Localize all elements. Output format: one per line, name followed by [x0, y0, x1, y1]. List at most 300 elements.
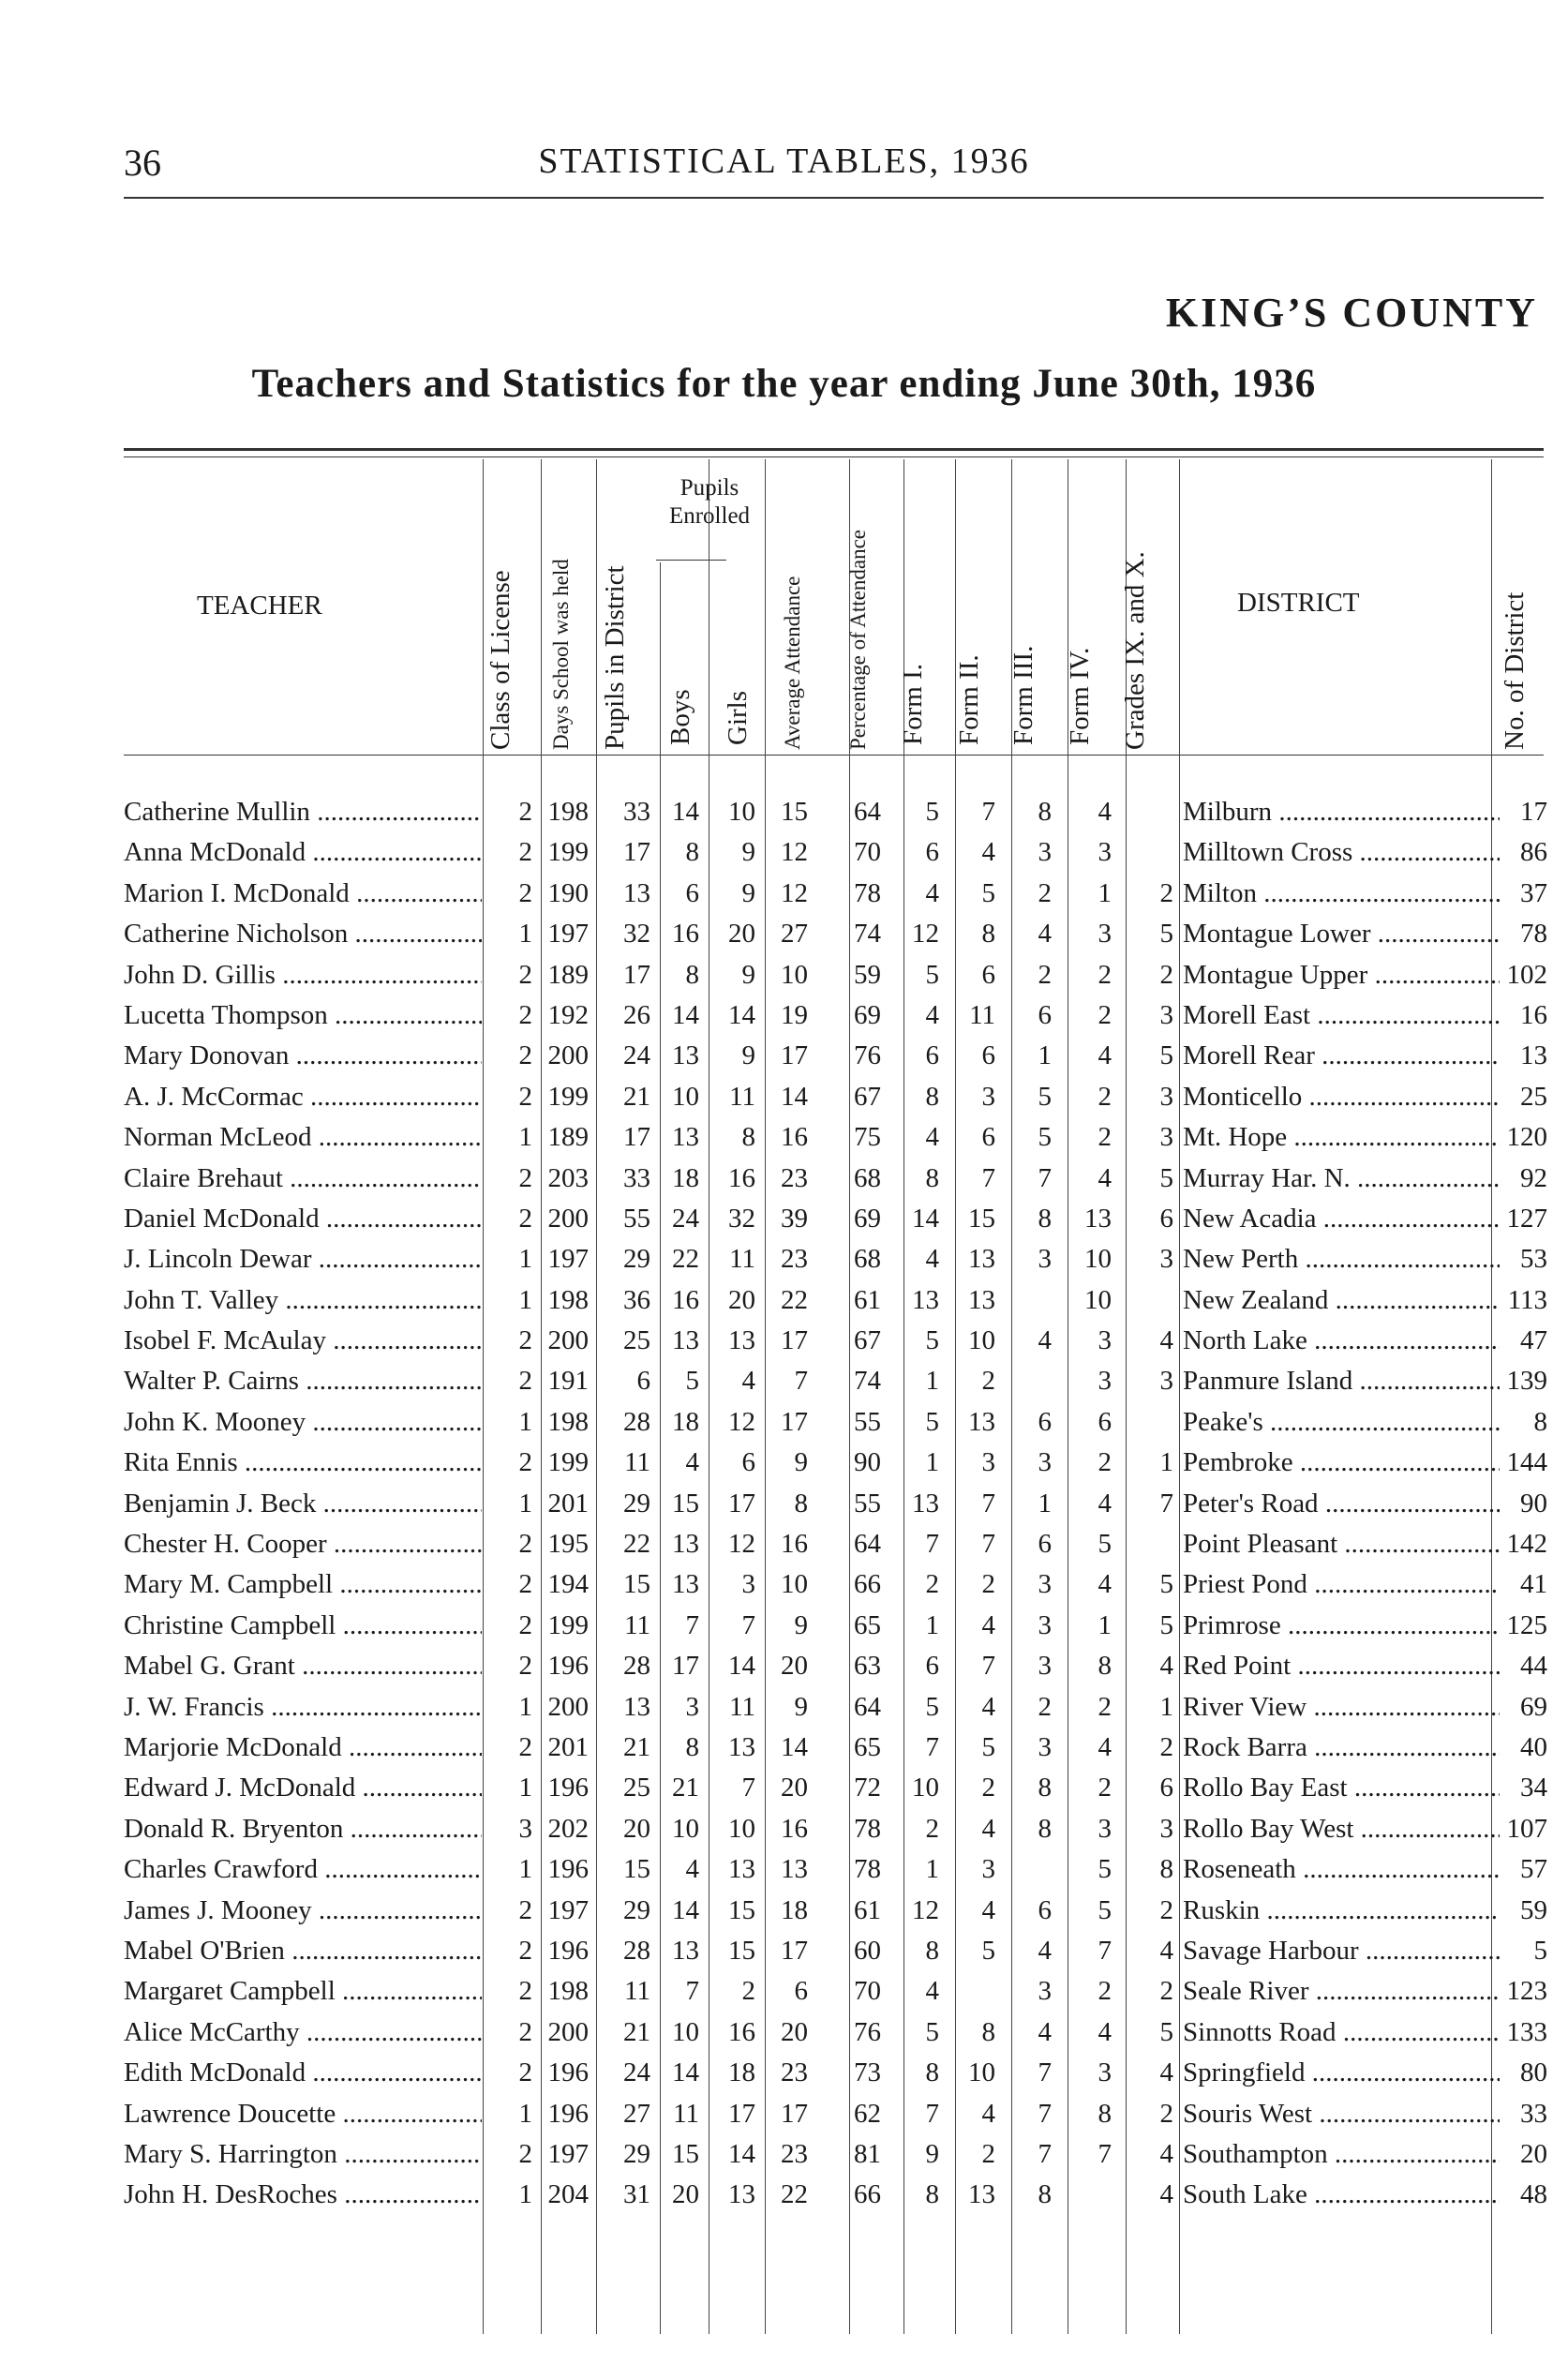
cell-teacher: J. W. Francis ..... [124, 1687, 482, 1728]
col-header-days-school-held: Days School was held [549, 559, 573, 750]
cell-pupils-in-district: 29 [623, 1488, 650, 1519]
cell-class-of-license: 1 [518, 919, 532, 950]
cell-percentage-attendance: 67 [854, 1325, 881, 1356]
cell-days-held: 201 [547, 1731, 589, 1762]
col-header-district: DISTRICT [1237, 588, 1360, 618]
table-row [0, 1443, 1568, 1483]
cell-days-held: 203 [547, 1162, 589, 1193]
cell-average-attendance: 9 [794, 1691, 808, 1722]
cell-class-of-license: 2 [518, 1447, 532, 1478]
cell-form-4: 4 [1098, 1040, 1112, 1071]
page-header [0, 141, 1568, 197]
cell-boys: 13 [672, 1569, 699, 1600]
cell-form-3: 6 [1038, 999, 1052, 1030]
cell-form-3: 1 [1038, 1040, 1052, 1071]
cell-district: Red Point ..... [1183, 1646, 1500, 1686]
cell-days-held: 189 [547, 959, 589, 990]
cell-percentage-attendance: 63 [854, 1651, 881, 1682]
cell-form-3: 3 [1038, 1976, 1052, 2007]
cell-pupils-in-district: 24 [623, 1040, 650, 1071]
cell-form-4: 5 [1098, 1894, 1112, 1925]
cell-form-3: 7 [1038, 2098, 1052, 2129]
cell-percentage-attendance: 65 [854, 1731, 881, 1762]
cell-grades-9-10: 4 [1159, 2138, 1173, 2169]
cell-district: Rollo Bay East ..... [1183, 1768, 1500, 1808]
cell-form-2: 6 [981, 1040, 995, 1071]
cell-form-3: 3 [1038, 1731, 1052, 1762]
table-row [0, 2175, 1568, 2215]
cell-average-attendance: 17 [781, 2098, 808, 2129]
cell-district-number: 34 [1520, 1773, 1547, 1803]
cell-form-3: 8 [1038, 1773, 1052, 1803]
cell-pupils-in-district: 33 [623, 1162, 650, 1193]
table-row [0, 1199, 1568, 1239]
cell-district-number: 41 [1520, 1569, 1547, 1600]
cell-form-2: 5 [981, 877, 995, 908]
cell-pupils-in-district: 29 [623, 1894, 650, 1925]
cell-form-2: 13 [968, 2179, 995, 2210]
cell-pupils-in-district: 17 [623, 1122, 650, 1153]
cell-percentage-attendance: 55 [854, 1406, 881, 1437]
cell-days-held: 198 [547, 797, 589, 827]
cell-percentage-attendance: 66 [854, 2179, 881, 2210]
cell-pupils-in-district: 26 [623, 999, 650, 1030]
cell-form-3: 8 [1038, 1203, 1052, 1234]
cell-district: Panmure Island ..... [1183, 1361, 1500, 1401]
cell-form-1: 5 [925, 1325, 939, 1356]
cell-pupils-in-district: 13 [623, 1691, 650, 1722]
cell-girls: 16 [728, 1162, 755, 1193]
cell-class-of-license: 1 [518, 1122, 532, 1153]
cell-form-3: 8 [1038, 797, 1052, 827]
cell-average-attendance: 17 [781, 1325, 808, 1356]
cell-pupils-in-district: 55 [623, 1203, 650, 1234]
cell-average-attendance: 6 [794, 1976, 808, 2007]
cell-form-1: 5 [925, 797, 939, 827]
cell-average-attendance: 16 [781, 1813, 808, 1844]
cell-average-attendance: 8 [794, 1488, 808, 1519]
col-header-form-3: Form III. [1008, 645, 1038, 745]
header-bottom-rule [124, 755, 1544, 756]
cell-girls: 9 [741, 837, 755, 868]
cell-teacher: Mary S. Harrington ..... [124, 2134, 482, 2175]
cell-average-attendance: 16 [781, 1529, 808, 1560]
cell-average-attendance: 23 [781, 2138, 808, 2169]
cell-form-3: 2 [1038, 877, 1052, 908]
cell-district-number: 17 [1520, 797, 1547, 827]
cell-girls: 9 [741, 1040, 755, 1071]
cell-form-2: 5 [981, 1731, 995, 1762]
col-header-average-attendance: Average Attendance [781, 576, 804, 750]
cell-form-4: 2 [1098, 1773, 1112, 1803]
cell-boys: 8 [685, 837, 699, 868]
cell-grades-9-10: 5 [1159, 2016, 1173, 2047]
cell-teacher: Marion I. McDonald ..... [124, 874, 482, 914]
table-row [0, 1728, 1568, 1768]
cell-class-of-license: 2 [518, 1651, 532, 1682]
table-row [0, 1402, 1568, 1443]
cell-average-attendance: 9 [794, 1447, 808, 1478]
cell-form-4: 7 [1098, 2138, 1112, 2169]
cell-average-attendance: 23 [781, 1162, 808, 1193]
cell-form-1: 2 [925, 1813, 939, 1844]
table-row [0, 1524, 1568, 1564]
cell-boys: 14 [672, 797, 699, 827]
cell-percentage-attendance: 75 [854, 1122, 881, 1153]
cell-grades-9-10: 4 [1159, 1325, 1173, 1356]
cell-class-of-license: 1 [518, 1406, 532, 1437]
cell-grades-9-10: 5 [1159, 1609, 1173, 1640]
cell-form-4: 4 [1098, 797, 1112, 827]
cell-pupils-in-district: 29 [623, 2138, 650, 2169]
cell-form-3: 6 [1038, 1894, 1052, 1925]
cell-form-2: 10 [968, 1325, 995, 1356]
cell-form-4: 2 [1098, 1081, 1112, 1112]
cell-percentage-attendance: 68 [854, 1244, 881, 1275]
cell-grades-9-10: 2 [1159, 2098, 1173, 2129]
table-row [0, 1280, 1568, 1321]
cell-grades-9-10: 2 [1159, 959, 1173, 990]
cell-teacher: James J. Mooney ..... [124, 1891, 482, 1931]
cell-percentage-attendance: 60 [854, 1935, 881, 1966]
cell-pupils-in-district: 31 [623, 2179, 650, 2210]
cell-girls: 4 [741, 1366, 755, 1397]
table-row [0, 1361, 1568, 1401]
cell-form-2: 11 [969, 999, 995, 1030]
cell-percentage-attendance: 64 [854, 797, 881, 827]
cell-form-2: 4 [981, 837, 995, 868]
cell-percentage-attendance: 76 [854, 1040, 881, 1071]
cell-form-4: 3 [1098, 919, 1112, 950]
cell-form-3: 6 [1038, 1406, 1052, 1437]
cell-class-of-license: 1 [518, 1488, 532, 1519]
cell-form-1: 14 [912, 1203, 939, 1234]
cell-days-held: 196 [547, 1935, 589, 1966]
cell-form-1: 12 [912, 1894, 939, 1925]
cell-average-attendance: 14 [781, 1731, 808, 1762]
cell-girls: 32 [728, 1203, 755, 1234]
cell-district: Peter's Road ..... [1183, 1484, 1500, 1524]
cell-form-1: 8 [925, 2179, 939, 2210]
cell-days-held: 196 [547, 1773, 589, 1803]
cell-days-held: 198 [547, 1976, 589, 2007]
cell-boys: 13 [672, 1529, 699, 1560]
cell-pupils-in-district: 32 [623, 919, 650, 950]
cell-days-held: 197 [547, 919, 589, 950]
cell-percentage-attendance: 72 [854, 1773, 881, 1803]
cell-girls: 20 [728, 1284, 755, 1315]
table-row [0, 995, 1568, 1036]
col-header-form-2: Form II. [954, 654, 984, 745]
cell-form-2: 13 [968, 1244, 995, 1275]
cell-girls: 15 [728, 1935, 755, 1966]
cell-district-number: 57 [1520, 1854, 1547, 1885]
cell-district: South Lake ..... [1183, 2175, 1500, 2215]
col-header-girls: Girls [723, 691, 753, 745]
cell-class-of-license: 2 [518, 2016, 532, 2047]
cell-boys: 14 [672, 2057, 699, 2088]
cell-form-3: 3 [1038, 837, 1052, 868]
cell-form-1: 5 [925, 1691, 939, 1722]
cell-form-2: 6 [981, 959, 995, 990]
cell-form-4: 4 [1098, 1569, 1112, 1600]
cell-boys: 24 [672, 1203, 699, 1234]
cell-average-attendance: 23 [781, 2057, 808, 2088]
cell-girls: 3 [741, 1569, 755, 1600]
cell-boys: 18 [672, 1406, 699, 1437]
cell-pupils-in-district: 17 [623, 837, 650, 868]
cell-teacher: Lucetta Thompson ..... [124, 995, 482, 1036]
cell-teacher: Daniel McDonald ..... [124, 1199, 482, 1239]
cell-form-1: 7 [925, 2098, 939, 2129]
cell-days-held: 195 [547, 1529, 589, 1560]
cell-pupils-in-district: 25 [623, 1325, 650, 1356]
cell-class-of-license: 2 [518, 1894, 532, 1925]
table-row [0, 1849, 1568, 1890]
cell-district: Rollo Bay West ..... [1183, 1809, 1500, 1849]
cell-days-held: 202 [547, 1813, 589, 1844]
cell-average-attendance: 7 [794, 1366, 808, 1397]
col-header-form-1: Form I. [898, 664, 928, 745]
cell-form-1: 1 [925, 1366, 939, 1397]
cell-district-number: 44 [1520, 1651, 1547, 1682]
cell-form-4: 2 [1098, 999, 1112, 1030]
cell-class-of-license: 1 [518, 1244, 532, 1275]
cell-district-number: 125 [1506, 1609, 1547, 1640]
cell-form-1: 8 [925, 1935, 939, 1966]
cell-boys: 13 [672, 1325, 699, 1356]
col-header-pupils-enrolled: Pupils Enrolled [668, 475, 751, 529]
cell-percentage-attendance: 61 [854, 1284, 881, 1315]
cell-class-of-license: 1 [518, 1691, 532, 1722]
cell-pupils-in-district: 11 [624, 1976, 650, 2007]
table-row [0, 1036, 1568, 1076]
cell-class-of-license: 2 [518, 999, 532, 1030]
table-top-rule [124, 448, 1544, 451]
cell-grades-9-10: 5 [1159, 1569, 1173, 1600]
cell-form-1: 4 [925, 877, 939, 908]
cell-boys: 16 [672, 919, 699, 950]
cell-girls: 17 [728, 2098, 755, 2129]
cell-percentage-attendance: 76 [854, 2016, 881, 2047]
table-top-rule-thin [124, 456, 1544, 457]
cell-grades-9-10: 3 [1159, 1081, 1173, 1112]
cell-teacher: Donald R. Bryenton ..... [124, 1809, 482, 1849]
cell-district-number: 16 [1520, 999, 1547, 1030]
cell-class-of-license: 1 [518, 1773, 532, 1803]
cell-form-4: 3 [1098, 2057, 1112, 2088]
cell-average-attendance: 39 [781, 1203, 808, 1234]
cell-district: Milltown Cross ..... [1183, 832, 1500, 873]
cell-district: Montague Lower ..... [1183, 914, 1500, 954]
cell-district-number: 25 [1520, 1081, 1547, 1112]
cell-pupils-in-district: 28 [623, 1935, 650, 1966]
cell-average-attendance: 14 [781, 1081, 808, 1112]
cell-grades-9-10: 3 [1159, 1244, 1173, 1275]
table-row [0, 2134, 1568, 2175]
cell-district: Sinnotts Road ..... [1183, 2012, 1500, 2053]
cell-teacher: Catherine Nicholson ..... [124, 914, 482, 954]
cell-form-1: 4 [925, 1244, 939, 1275]
cell-average-attendance: 15 [781, 797, 808, 827]
cell-girls: 13 [728, 1325, 755, 1356]
cell-grades-9-10: 3 [1159, 1366, 1173, 1397]
cell-boys: 16 [672, 1284, 699, 1315]
cell-form-3: 3 [1038, 1609, 1052, 1640]
cell-days-held: 196 [547, 1651, 589, 1682]
cell-form-3: 2 [1038, 1691, 1052, 1722]
cell-form-1: 5 [925, 1406, 939, 1437]
cell-pupils-in-district: 24 [623, 2057, 650, 2088]
cell-boys: 10 [672, 1813, 699, 1844]
cell-form-4: 1 [1098, 1609, 1112, 1640]
cell-form-2: 2 [981, 1569, 995, 1600]
cell-pupils-in-district: 27 [623, 2098, 650, 2129]
cell-boys: 4 [685, 1854, 699, 1885]
cell-boys: 3 [685, 1691, 699, 1722]
cell-district-number: 13 [1520, 1040, 1547, 1071]
cell-form-1: 6 [925, 837, 939, 868]
cell-form-2: 2 [981, 1366, 995, 1397]
cell-class-of-license: 2 [518, 837, 532, 868]
cell-form-2: 5 [981, 1935, 995, 1966]
cell-grades-9-10: 2 [1159, 877, 1173, 908]
table-row [0, 1564, 1568, 1605]
table-row [0, 1931, 1568, 1971]
cell-form-3: 4 [1038, 2016, 1052, 2047]
col-header-teacher: TEACHER [197, 591, 322, 621]
cell-form-3: 4 [1038, 1935, 1052, 1966]
cell-district-number: 142 [1506, 1529, 1547, 1560]
cell-teacher: John D. Gillis ..... [124, 955, 482, 995]
cell-teacher: Chester H. Cooper ..... [124, 1524, 482, 1564]
cell-days-held: 199 [547, 1609, 589, 1640]
cell-girls: 11 [729, 1244, 755, 1275]
cell-percentage-attendance: 69 [854, 999, 881, 1030]
cell-average-attendance: 18 [781, 1894, 808, 1925]
cell-district-number: 47 [1520, 1325, 1547, 1356]
cell-boys: 4 [685, 1447, 699, 1478]
cell-district: Milburn ..... [1183, 792, 1500, 832]
cell-form-4: 5 [1098, 1529, 1112, 1560]
cell-boys: 15 [672, 1488, 699, 1519]
table-row [0, 1687, 1568, 1728]
cell-teacher: Christine Campbell ..... [124, 1606, 482, 1646]
cell-days-held: 196 [547, 1854, 589, 1885]
cell-district: Pembroke ..... [1183, 1443, 1500, 1483]
cell-form-1: 1 [925, 1609, 939, 1640]
cell-district: Ruskin ..... [1183, 1891, 1500, 1931]
cell-average-attendance: 19 [781, 999, 808, 1030]
cell-district: Point Pleasant ..... [1183, 1524, 1500, 1564]
cell-teacher: John K. Mooney ..... [124, 1402, 482, 1443]
cell-form-4: 2 [1098, 1691, 1112, 1722]
cell-form-2: 4 [981, 1813, 995, 1844]
cell-teacher: Rita Ennis ..... [124, 1443, 482, 1483]
cell-district: Milton ..... [1183, 874, 1500, 914]
cell-teacher: Walter P. Cairns ..... [124, 1361, 482, 1401]
cell-form-1: 4 [925, 1976, 939, 2007]
col-header-class-of-license: Class of License [485, 570, 515, 750]
cell-pupils-in-district: 21 [623, 2016, 650, 2047]
cell-class-of-license: 2 [518, 1731, 532, 1762]
cell-district: New Perth ..... [1183, 1239, 1500, 1279]
cell-pupils-in-district: 29 [623, 1244, 650, 1275]
cell-district: Rock Barra ..... [1183, 1728, 1500, 1768]
cell-days-held: 200 [547, 1040, 589, 1071]
cell-class-of-license: 3 [518, 1813, 532, 1844]
cell-pupils-in-district: 6 [636, 1366, 650, 1397]
cell-average-attendance: 17 [781, 1040, 808, 1071]
cell-pupils-in-district: 17 [623, 959, 650, 990]
cell-form-3: 2 [1038, 959, 1052, 990]
cell-district-number: 80 [1520, 2057, 1547, 2088]
cell-class-of-license: 2 [518, 1569, 532, 1600]
cell-girls: 10 [728, 797, 755, 827]
cell-pupils-in-district: 21 [623, 1731, 650, 1762]
cell-district-number: 69 [1520, 1691, 1547, 1722]
cell-girls: 7 [741, 1773, 755, 1803]
cell-form-4: 10 [1084, 1244, 1112, 1275]
cell-class-of-license: 1 [518, 2179, 532, 2210]
table-body [0, 792, 1568, 2216]
cell-district-number: 92 [1520, 1162, 1547, 1193]
cell-days-held: 196 [547, 2098, 589, 2129]
cell-district: Southampton ..... [1183, 2134, 1500, 2175]
cell-district-number: 127 [1506, 1203, 1547, 1234]
cell-district-number: 20 [1520, 2138, 1547, 2169]
cell-district-number: 123 [1506, 1976, 1547, 2007]
cell-grades-9-10: 6 [1159, 1203, 1173, 1234]
cell-district-number: 133 [1506, 2016, 1547, 2047]
cell-percentage-attendance: 61 [854, 1894, 881, 1925]
cell-form-4: 2 [1098, 1122, 1112, 1153]
cell-grades-9-10: 2 [1159, 1731, 1173, 1762]
cell-class-of-license: 2 [518, 1609, 532, 1640]
cell-boys: 13 [672, 1040, 699, 1071]
cell-percentage-attendance: 74 [854, 1366, 881, 1397]
cell-days-held: 189 [547, 1122, 589, 1153]
cell-form-4: 5 [1098, 1854, 1112, 1885]
cell-grades-9-10: 1 [1159, 1447, 1173, 1478]
cell-district-number: 90 [1520, 1488, 1547, 1519]
cell-days-held: 199 [547, 1447, 589, 1478]
cell-form-4: 2 [1098, 1976, 1112, 2007]
cell-class-of-license: 1 [518, 2098, 532, 2129]
cell-girls: 15 [728, 1894, 755, 1925]
cell-class-of-license: 2 [518, 1203, 532, 1234]
county-heading: KING’S COUNTY [1165, 290, 1538, 336]
cell-form-4: 2 [1098, 959, 1112, 990]
cell-pupils-in-district: 28 [623, 1406, 650, 1437]
cell-form-1: 4 [925, 999, 939, 1030]
cell-boys: 10 [672, 1081, 699, 1112]
cell-district: New Zealand ..... [1183, 1280, 1500, 1321]
cell-form-1: 13 [912, 1284, 939, 1315]
col-header-boys: Boys [665, 689, 695, 745]
cell-class-of-license: 2 [518, 1366, 532, 1397]
cell-average-attendance: 9 [794, 1609, 808, 1640]
cell-grades-9-10: 8 [1159, 1854, 1173, 1885]
cell-days-held: 198 [547, 1284, 589, 1315]
cell-form-2: 4 [981, 1691, 995, 1722]
cell-average-attendance: 12 [781, 877, 808, 908]
cell-class-of-license: 2 [518, 1162, 532, 1193]
cell-percentage-attendance: 78 [854, 1813, 881, 1844]
cell-percentage-attendance: 62 [854, 2098, 881, 2129]
cell-grades-9-10: 2 [1159, 1976, 1173, 2007]
running-title: STATISTICAL TABLES, 1936 [538, 142, 1030, 181]
